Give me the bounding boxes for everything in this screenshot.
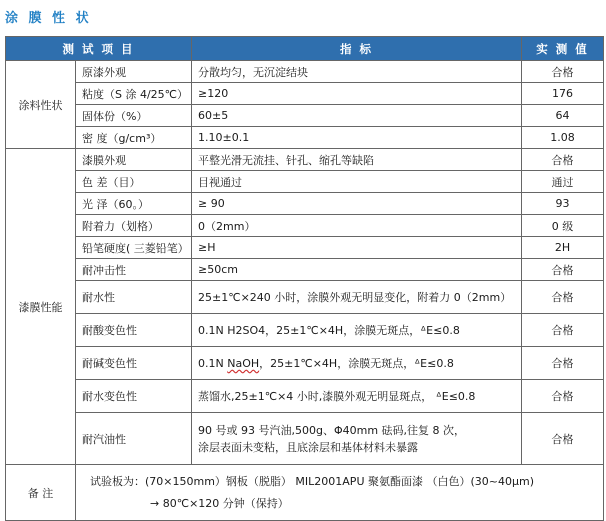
row-spec: ≥H — [192, 237, 522, 259]
row-item: 光 泽（60。） — [76, 193, 192, 215]
row-item: 铅笔硬度( 三菱铅笔） — [76, 237, 192, 259]
row-value: 2H — [522, 237, 604, 259]
header-spec: 指 标 — [192, 37, 522, 61]
group-note: 备 注 — [6, 465, 76, 521]
table-row — [6, 127, 604, 149]
row-spec — [192, 347, 522, 380]
row-spec: 平整光滑无流挂、针孔、缩孔等缺陷 — [192, 149, 522, 171]
group-coating: 涂料性状 — [6, 61, 76, 149]
row-item: 漆膜外观 — [76, 149, 192, 171]
row-value: 0 级 — [522, 215, 604, 237]
table-header-row — [6, 37, 604, 61]
table-row — [6, 83, 604, 105]
row-value: 合格 — [522, 259, 604, 281]
row-item: 粘度（S 涂 4/25℃） — [76, 83, 192, 105]
row-spec: ≥ 90 — [192, 193, 522, 215]
row-spec: 0.1N H2SO4，25±1℃×4H，涂膜无斑点，ᐞE≤0.8 — [192, 314, 522, 347]
spec-line: 涂层表面未变粘，且底涂层和基体材料未暴露 — [198, 440, 419, 454]
row-item: 原漆外观 — [76, 61, 192, 83]
row-item: 密 度（g/cm³） — [76, 127, 192, 149]
row-spec: 60±5 — [192, 105, 522, 127]
row-value: 176 — [522, 83, 604, 105]
row-item: 耐水变色性 — [76, 380, 192, 413]
table-row — [6, 171, 604, 193]
row-spec: 0（2mm） — [192, 215, 522, 237]
group-film: 漆膜性能 — [6, 149, 76, 465]
row-item: 色 差（目） — [76, 171, 192, 193]
table-row — [6, 380, 604, 413]
table-row — [6, 259, 604, 281]
table-row — [6, 237, 604, 259]
row-value: 64 — [522, 105, 604, 127]
table-row — [6, 413, 604, 465]
note-row — [6, 465, 604, 521]
row-value: 1.08 — [522, 127, 604, 149]
note-line: → 80℃×120 分钟（保持） — [150, 496, 289, 510]
row-value: 合格 — [522, 347, 604, 380]
coating-properties-table — [5, 36, 604, 521]
row-item: 耐水性 — [76, 281, 192, 314]
row-item: 耐汽油性 — [76, 413, 192, 465]
table-row — [6, 149, 604, 171]
table-row — [6, 61, 604, 83]
table-row — [6, 281, 604, 314]
table-row — [6, 193, 604, 215]
row-item: 耐冲击性 — [76, 259, 192, 281]
row-spec: 目视通过 — [192, 171, 522, 193]
row-spec: ≥120 — [192, 83, 522, 105]
note-line: 试验板为：(70×150mm）钢板（脱脂） MIL2001APU 聚氨酯面漆 （白色）(30~40μm) — [90, 474, 534, 488]
row-spec: 25±1℃×240 小时，涂膜外观无明显变化，附着力 0（2mm） — [192, 281, 522, 314]
note-content — [76, 465, 604, 521]
row-spec: 蒸馏水,25±1℃×4 小时,漆膜外观无明显斑点， ᐞE≤0.8 — [192, 380, 522, 413]
row-item: 固体份（%） — [76, 105, 192, 127]
table-row — [6, 215, 604, 237]
row-value: 合格 — [522, 380, 604, 413]
row-item: 耐酸变色性 — [76, 314, 192, 347]
row-value: 合格 — [522, 413, 604, 465]
row-spec: 分散均匀，无沉淀结块 — [192, 61, 522, 83]
table-row — [6, 347, 604, 380]
header-test-item: 测 试 项 目 — [6, 37, 192, 61]
row-value: 合格 — [522, 314, 604, 347]
section-title: 涂 膜 性 状 — [5, 11, 92, 26]
row-value: 通过 — [522, 171, 604, 193]
spec-part: ，25±1℃×4H，涂膜无斑点，ᐞE≤0.8 — [259, 357, 454, 370]
row-item: 耐碱变色性 — [76, 347, 192, 380]
row-value: 合格 — [522, 61, 604, 83]
row-spec — [192, 413, 522, 465]
row-spec: 1.10±0.1 — [192, 127, 522, 149]
spell-flagged-word: NaOH — [227, 357, 260, 370]
spec-part: 0.1N — [198, 357, 228, 370]
row-value: 合格 — [522, 149, 604, 171]
header-measured: 实 测 值 — [522, 37, 604, 61]
table-row — [6, 314, 604, 347]
spec-line: 90 号或 93 号汽油,500g、Φ40mm 砝码,往复 8 次， — [198, 423, 466, 437]
row-item: 附着力（划格） — [76, 215, 192, 237]
row-value: 93 — [522, 193, 604, 215]
row-spec: ≥50cm — [192, 259, 522, 281]
row-value: 合格 — [522, 281, 604, 314]
table-row — [6, 105, 604, 127]
